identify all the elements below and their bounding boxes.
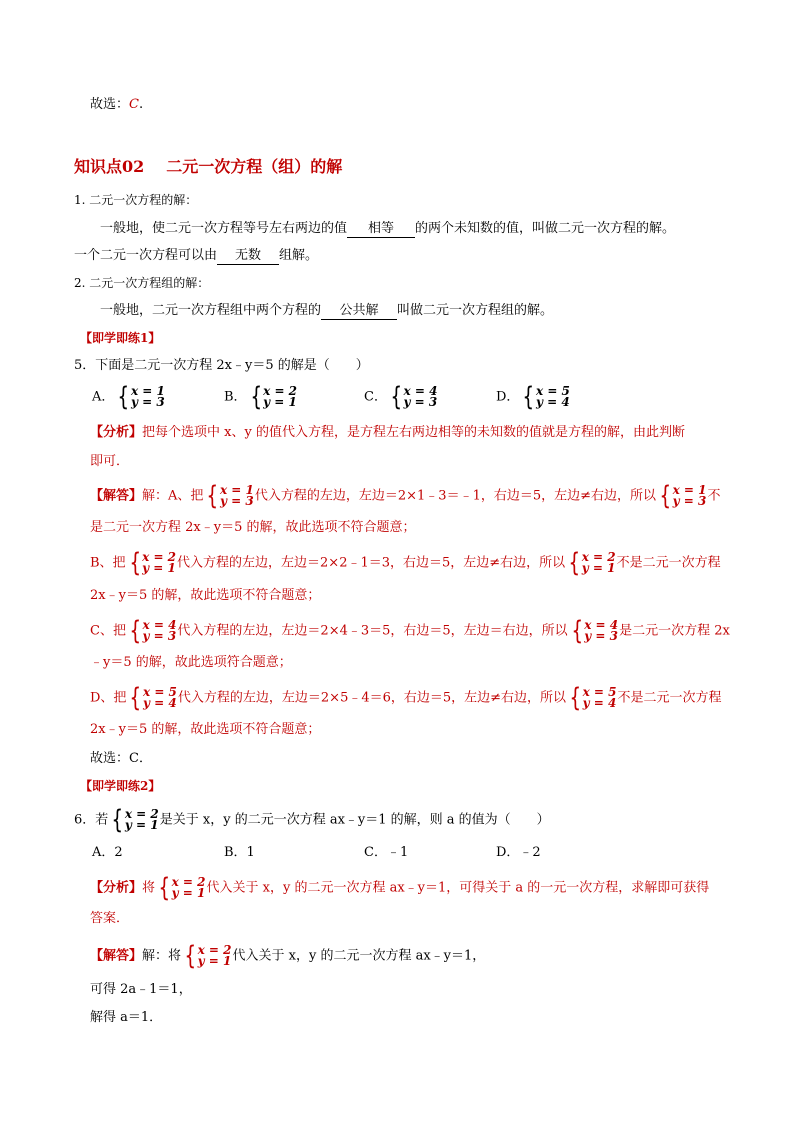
equation-system: { x = 4 y = 3 [571, 616, 619, 646]
equation-y: y = 4 [142, 696, 177, 710]
equation-x: x = 1 [219, 483, 254, 497]
solution-tag: 【解答】 [90, 488, 143, 504]
analysis-5-line-2: 即可． [90, 454, 130, 469]
option-letter: D． [496, 389, 520, 405]
def1-blank-1: 相等 [347, 221, 415, 238]
equation-system: { x = 2 y = 1 [184, 941, 232, 971]
solution-text: 不是二元一次方程 [616, 555, 721, 571]
equation-x: x = 1 [130, 384, 165, 398]
answer-label: 故选： [90, 97, 130, 112]
equation-y: y = 3 [403, 395, 438, 409]
equation-y: y = 3 [672, 494, 707, 508]
solution-c [90, 616, 730, 646]
answer-5: 故选：C． [90, 751, 152, 766]
solution-text: 代入关于 x，y 的二元一次方程 ax﹣y＝1， [232, 948, 486, 964]
equation-system: { x = 5 y = 4 [129, 683, 177, 713]
definition-1-body [100, 219, 675, 239]
solution-d-line-2: 2x﹣y＝5 的解，故此选项不符合题意； [90, 722, 321, 737]
previous-answer [90, 95, 143, 115]
heading-label: 知识点02 [74, 157, 145, 176]
equation-system: { x = 2 y = 1 [158, 873, 206, 903]
def1-text-b: 的两个未知数的值，叫做二元一次方程的解。 [415, 221, 676, 236]
question-text: 6．若 [74, 812, 109, 828]
equation-y: y = 4 [582, 696, 617, 710]
equation-y: y = 1 [263, 395, 297, 409]
equation-system: { x = 5 y = 4 [522, 382, 570, 412]
equation-y: y = 1 [171, 886, 206, 900]
equation-y: y = 3 [130, 395, 165, 409]
question-5: 5．下面是二元一次方程 2x﹣y＝5 的解是（ ） [74, 358, 369, 373]
equation-x: x = 2 [171, 875, 206, 889]
solution-text: 解：A、把 [142, 488, 204, 504]
solution-text: C、把 [90, 623, 126, 639]
option-b: B．1 [224, 845, 255, 860]
equation-x: x = 5 [535, 384, 570, 398]
option-letter: A． [92, 389, 115, 405]
definition-1-title: 1. 二元一次方程的解： [74, 193, 198, 207]
option-letter: B． [224, 389, 247, 405]
equation-x: x = 2 [263, 384, 298, 398]
solution-text: 代入方程的左边，左边＝2×5﹣4＝6，右边＝5，左边≠右边，所以 [177, 690, 567, 706]
practice-2-tag: 【即学即练2】 [80, 779, 161, 793]
equation-y: y = 1 [197, 954, 232, 968]
analysis-6-line-2: 答案． [90, 911, 130, 926]
practice-1-tag: 【即学即练1】 [80, 331, 161, 345]
analysis-text: 代入关于 x，y 的二元一次方程 ax﹣y＝1，可得关于 a 的一元一次方程，求解即可获得 [206, 880, 710, 896]
equation-y: y = 1 [124, 818, 159, 832]
solution-text: 不是二元一次方程 [617, 690, 722, 706]
option-a: A．2 [92, 845, 123, 860]
solution-text: D、把 [90, 690, 127, 706]
analysis-tag: 【分析】 [90, 425, 143, 440]
equation-x: x = 4 [403, 384, 438, 398]
solution-6-line-3: 解得 a＝1． [90, 1010, 163, 1025]
equation-x: x = 2 [142, 550, 177, 564]
equation-y: y = 3 [219, 494, 254, 508]
equation-system: { x = 1 y = 3 [206, 481, 254, 511]
analysis-6 [90, 873, 710, 903]
solution-d [90, 683, 722, 713]
solution-text: 是二元一次方程 2x [619, 623, 730, 639]
option-letter: C． [364, 389, 387, 405]
solution-text: 不 [707, 488, 721, 504]
equation-system: { x = 2 y = 1 [111, 805, 159, 835]
equation-y: y = 4 [535, 395, 570, 409]
solution-text: 解：将 [142, 948, 182, 964]
analysis-text: 将 [142, 880, 156, 896]
answer-end: . [138, 97, 144, 112]
solution-text: 代入方程的左边，左边＝2×1﹣3＝﹣1，右边＝5，左边≠右边，所以 [254, 488, 657, 504]
analysis-text: 把每个选项中 x、y 的值代入方程，是方程左右两边相等的未知数的值就是方程的解，由此判断 [142, 425, 685, 440]
option-d: D．﹣2 [496, 845, 541, 860]
solution-a-line-2: 是二元一次方程 2x﹣y＝5 的解，故此选项不符合题意； [90, 520, 416, 535]
equation-system: { x = 1 y = 3 [659, 481, 707, 511]
option-a [92, 382, 166, 412]
analysis-tag: 【分析】 [90, 880, 143, 896]
option-d [496, 382, 571, 412]
solution-text: 代入方程的左边，左边＝2×2﹣1＝3，右边＝5，左边≠右边，所以 [177, 555, 566, 571]
equation-y: y = 3 [142, 629, 177, 643]
option-b [224, 382, 298, 412]
equation-x: x = 5 [142, 685, 177, 699]
equation-x: x = 2 [581, 550, 616, 564]
definition-1-body-2 [74, 246, 318, 266]
equation-system: { x = 1 y = 3 [117, 382, 165, 412]
solution-6-line-2: 可得 2a﹣1＝1， [90, 982, 192, 997]
equation-x: x = 4 [142, 618, 177, 632]
solution-tag: 【解答】 [90, 948, 143, 964]
definition-2-title: 2. 二元一次方程组的解： [74, 276, 210, 290]
equation-system: { x = 2 y = 1 [568, 548, 616, 578]
solution-text: 代入方程的左边，左边＝2×4﹣3＝5，右边＝5，左边＝右边，所以 [177, 623, 568, 639]
def1-text-a: 一般地，使二元一次方程等号左右两边的值 [100, 221, 348, 236]
question-6 [74, 805, 550, 835]
solution-c-line-2: ﹣y＝5 的解，故此选项符合题意； [90, 655, 292, 670]
solution-b [90, 548, 721, 578]
equation-y: y = 1 [581, 561, 616, 575]
equation-system: { x = 5 y = 4 [569, 683, 617, 713]
section-heading [74, 156, 342, 178]
solution-a [90, 481, 721, 511]
def2-text-b: 叫做二元一次方程组的解。 [397, 303, 554, 318]
definition-2-body [100, 301, 553, 321]
equation-system: { x = 4 y = 3 [390, 382, 438, 412]
equation-x: x = 5 [582, 685, 617, 699]
equation-x: x = 4 [584, 618, 619, 632]
solution-text: B、把 [90, 555, 126, 571]
solution-b-line-2: 2x﹣y＝5 的解，故此选项不符合题意； [90, 588, 321, 603]
equation-system: { x = 4 y = 3 [129, 616, 177, 646]
answer-value: C [129, 97, 139, 112]
equation-x: x = 1 [672, 483, 707, 497]
equation-x: x = 2 [197, 943, 232, 957]
def2-blank: 公共解 [321, 303, 397, 320]
equation-system: { x = 2 y = 1 [250, 382, 298, 412]
equation-y: y = 1 [142, 561, 176, 575]
equation-x: x = 2 [124, 807, 159, 821]
def2-text-a: 一般地，二元一次方程组中两个方程的 [100, 303, 322, 318]
equation-system: { x = 2 y = 1 [129, 548, 177, 578]
def1-blank-2: 无数 [217, 248, 279, 265]
option-c [364, 382, 438, 412]
analysis-5 [90, 423, 685, 443]
def1-text-d: 组解。 [279, 248, 319, 263]
def1-text-c: 一个二元一次方程可以由 [74, 248, 218, 263]
question-text: 是关于 x，y 的二元一次方程 ax﹣y＝1 的解，则 a 的值为（ ） [159, 812, 550, 828]
option-c: C．﹣1 [364, 845, 409, 860]
solution-6 [90, 941, 486, 971]
equation-y: y = 3 [584, 629, 618, 643]
heading-title: 二元一次方程（组）的解 [166, 157, 343, 176]
